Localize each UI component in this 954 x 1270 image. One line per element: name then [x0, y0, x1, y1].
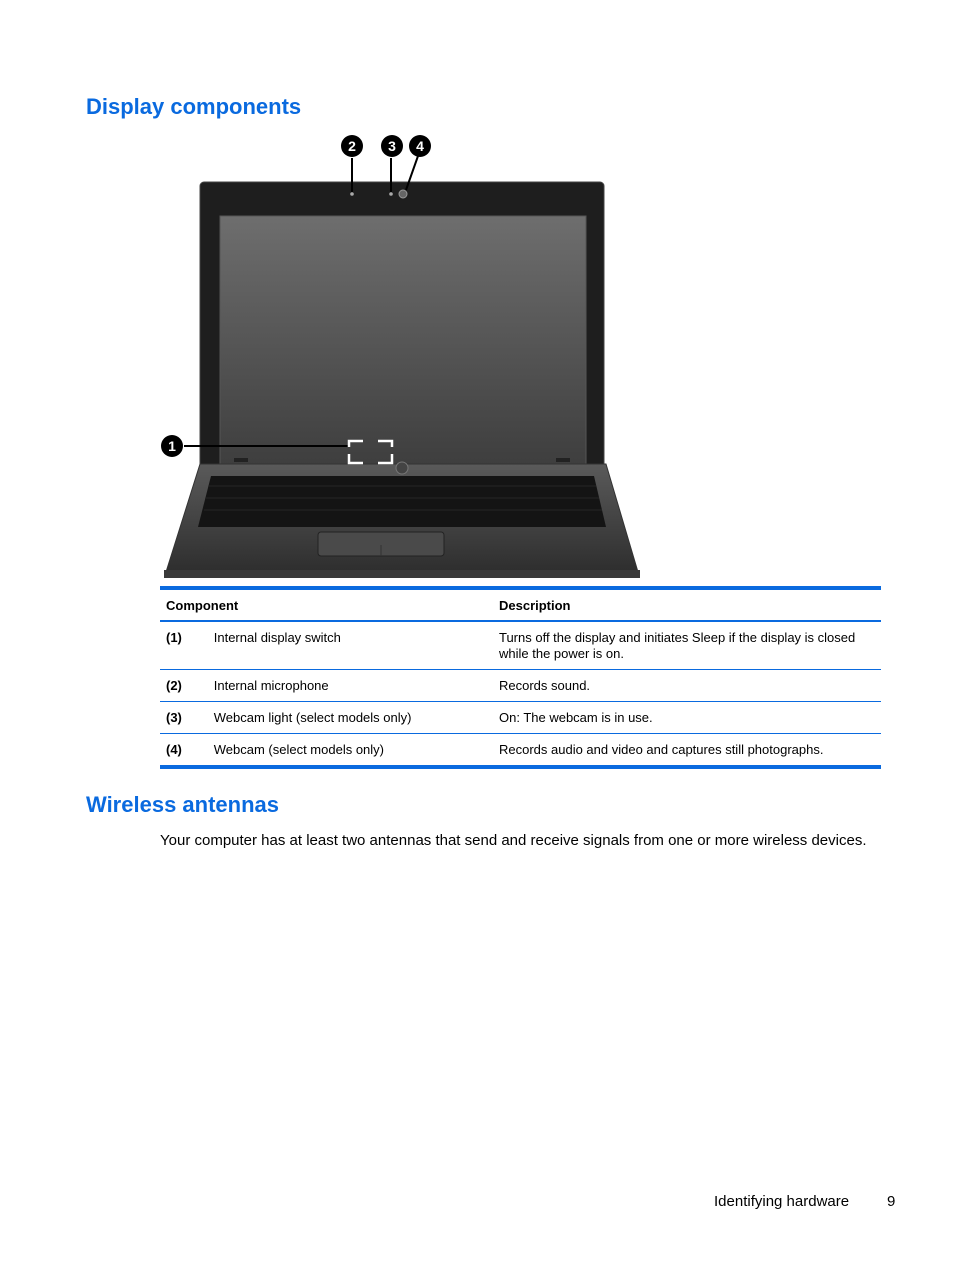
row-component-name: Webcam light (select models only) [213, 710, 412, 725]
footer-page-number: 9 [887, 1193, 896, 1210]
hinge-right [556, 458, 570, 462]
row-description: Turns off the display and initiates Sleep if the display is closed while the power is on. [498, 630, 856, 661]
microphone-mark [350, 192, 354, 196]
display-components-table [160, 586, 881, 769]
table-row [160, 621, 881, 670]
row-number: (2) [166, 678, 182, 693]
callout-number-2: 2 [348, 138, 356, 154]
section-heading-display-components: Display components [86, 94, 302, 119]
column-header-description: Description [498, 598, 571, 613]
footer-section-title: Identifying hardware [714, 1193, 850, 1210]
row-description: Records audio and video and captures still photographs. [498, 742, 824, 757]
row-component-name: Internal microphone [213, 678, 329, 693]
row-component-name: Internal display switch [213, 630, 341, 645]
row-component-name: Webcam (select models only) [213, 742, 384, 757]
callout-number-1: 1 [168, 438, 176, 454]
laptop-svg [156, 132, 646, 582]
row-number: (1) [166, 630, 182, 645]
table-header-row [160, 588, 881, 621]
wireless-antennas-paragraph: Your computer has at least two antennas that send and receive signals from one or more wireless devices. [160, 832, 867, 849]
table-row [160, 702, 881, 734]
hp-logo-icon [396, 462, 408, 474]
callout-number-4: 4 [416, 138, 424, 154]
row-description: Records sound. [498, 678, 591, 693]
webcam-icon [399, 190, 407, 198]
keyboard-area [198, 476, 606, 527]
column-header-component: Component [166, 598, 239, 613]
laptop-front-edge [164, 570, 640, 578]
webcam-light-mark [389, 192, 393, 196]
hinge-left [234, 458, 248, 462]
table-row [160, 734, 881, 768]
display-screen [220, 216, 586, 466]
callout-number-3: 3 [388, 138, 396, 154]
row-description: On: The webcam is in use. [498, 710, 653, 725]
laptop-display-illustration [156, 132, 646, 582]
row-number: (4) [166, 742, 182, 757]
table-row [160, 670, 881, 702]
section-heading-wireless-antennas: Wireless antennas [86, 792, 279, 817]
row-number: (3) [166, 710, 182, 725]
